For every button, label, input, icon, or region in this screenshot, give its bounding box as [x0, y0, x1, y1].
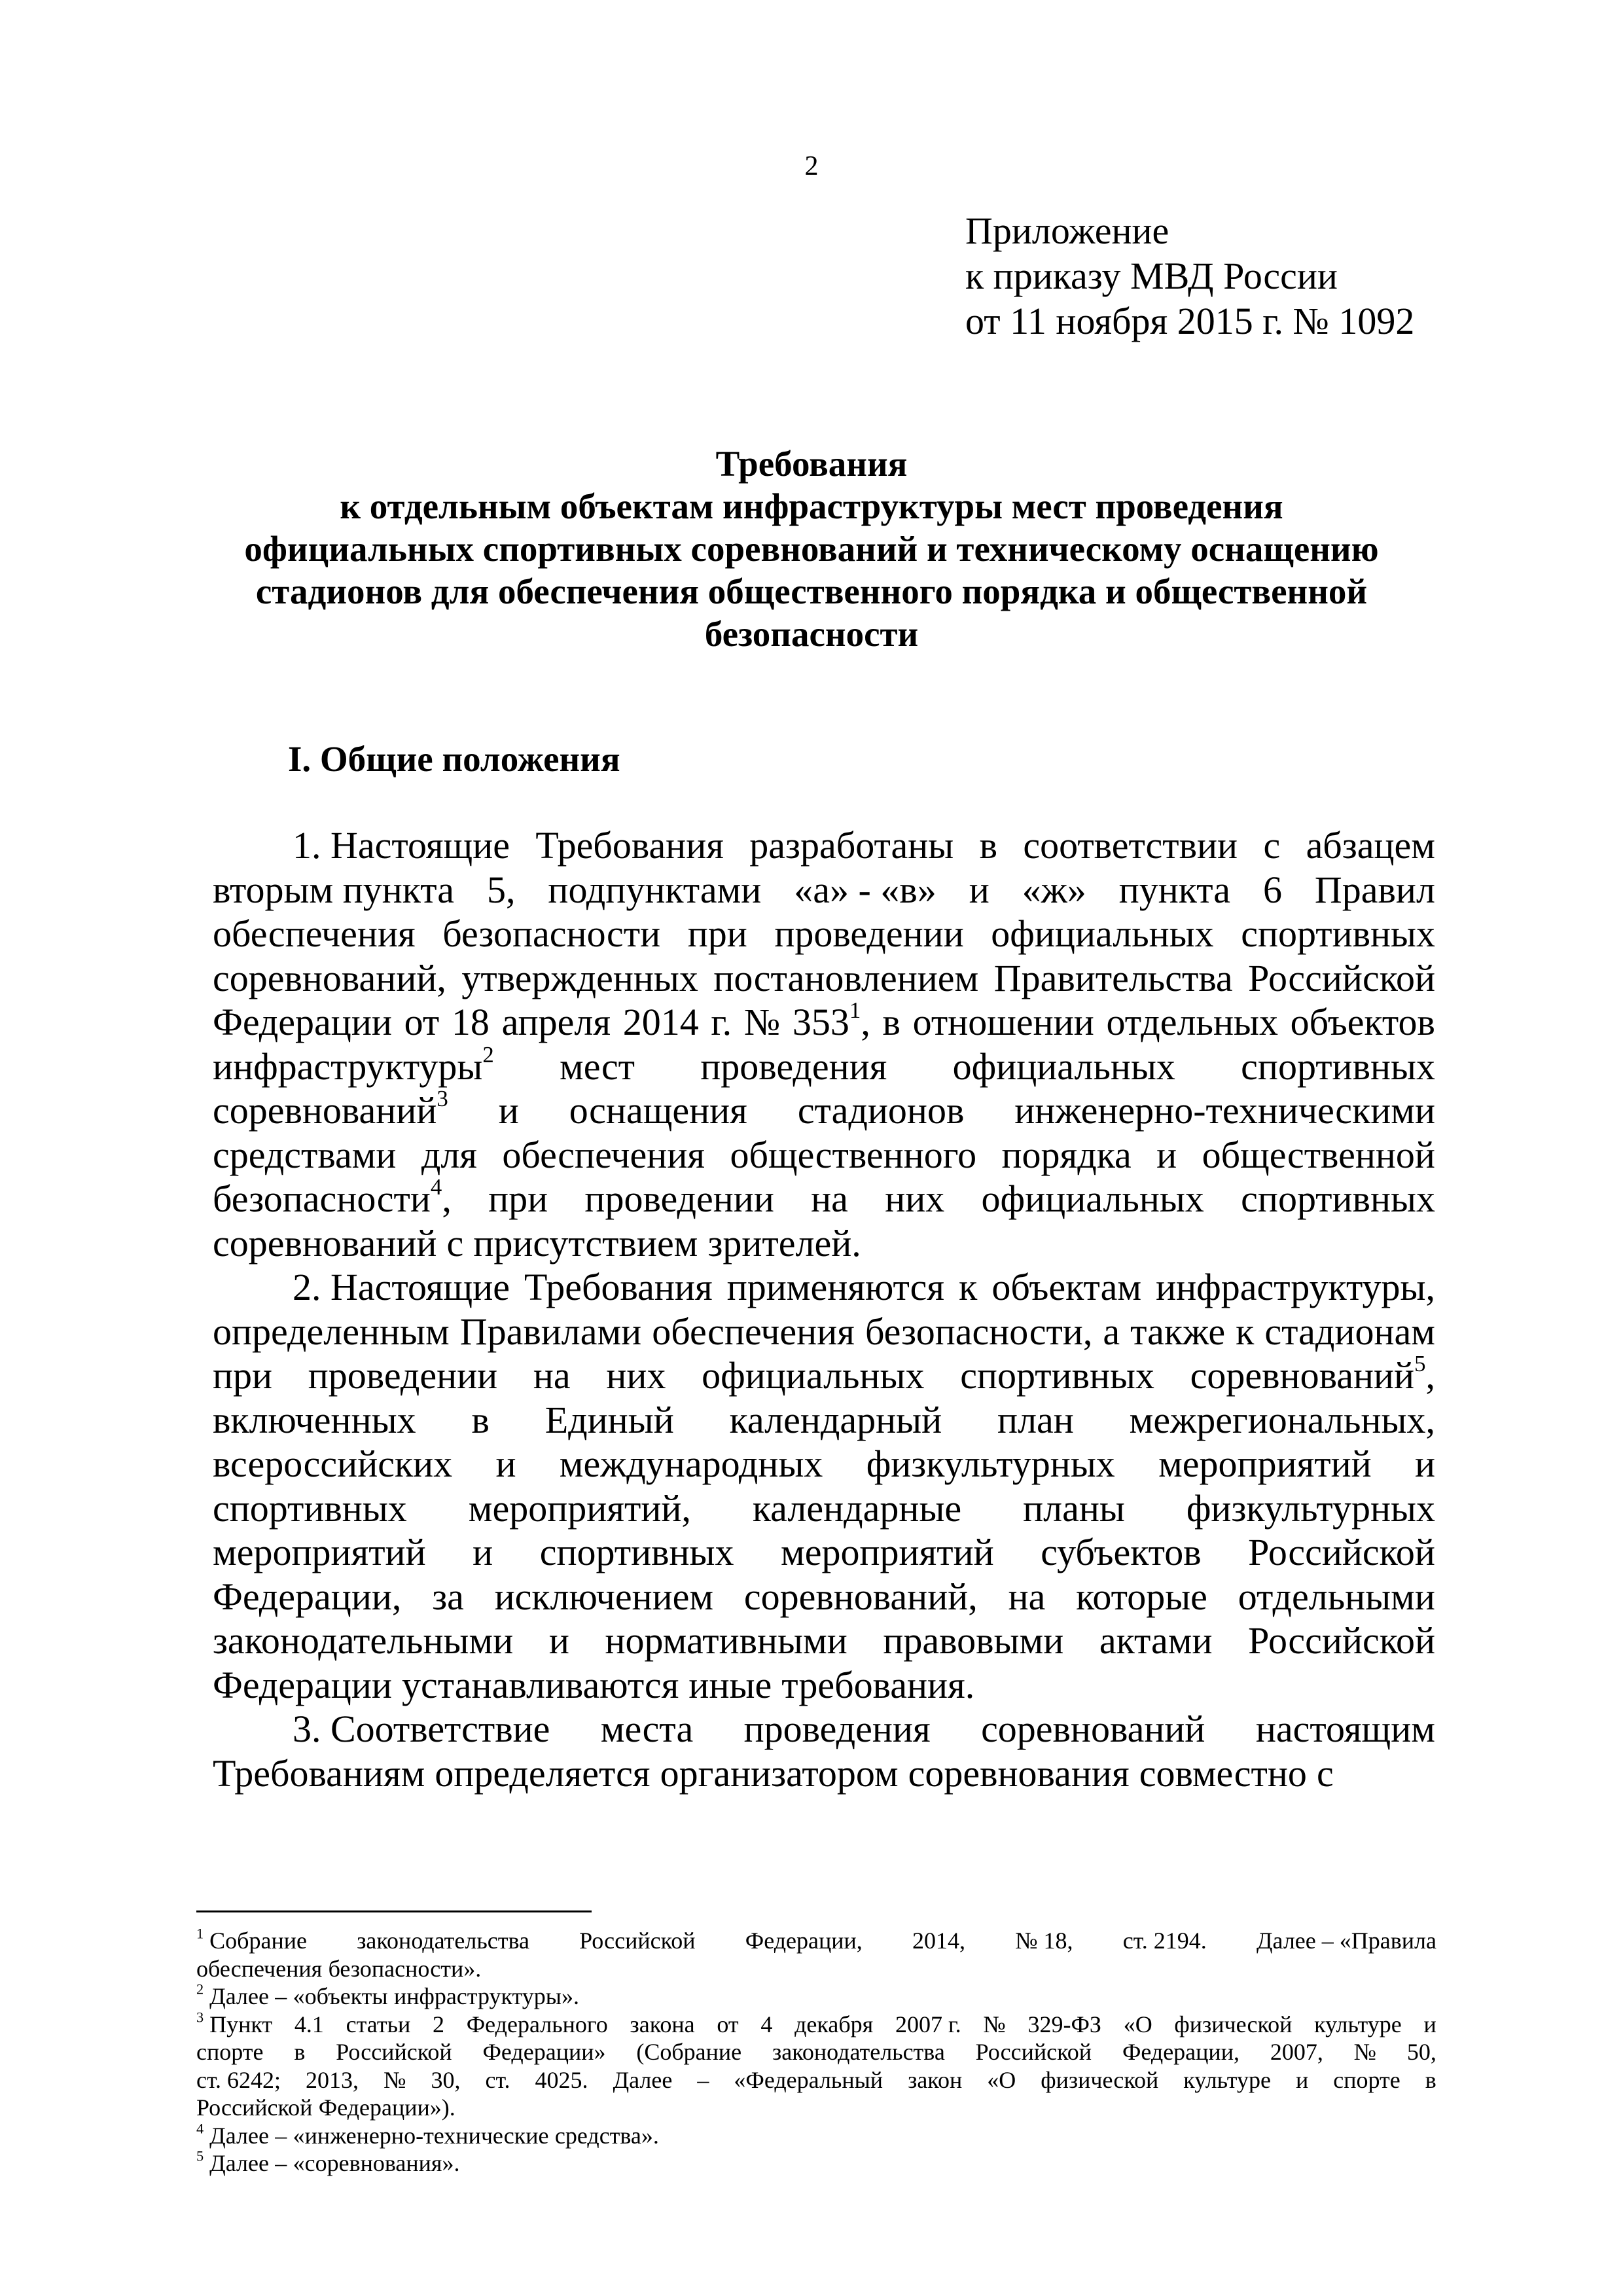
word: с: [446, 1221, 464, 1265]
word: отдельных: [1106, 1001, 1278, 1043]
word: Федерации,: [1122, 2039, 1240, 2065]
word: «соревнования».: [293, 2150, 460, 2176]
word: №: [983, 2011, 1006, 2037]
word: отношении: [912, 1001, 1094, 1043]
word: спортивных: [1241, 1177, 1435, 1220]
word: определенным: [213, 1310, 450, 1353]
word: обеспечения: [196, 1955, 323, 1982]
word: ст.: [485, 2066, 510, 2093]
approval-block: [965, 208, 1414, 344]
word: Российской: [196, 2094, 313, 2121]
paragraph-line: [213, 912, 1435, 956]
document-title: [196, 442, 1427, 655]
word: Федерации: [213, 1663, 392, 1706]
word: безопасности: [442, 912, 661, 955]
footnote-mark: 2: [482, 1041, 494, 1067]
word: Правительства: [993, 956, 1233, 999]
word: 329-ФЗ: [1027, 2011, 1101, 2037]
word: Далее: [613, 2066, 673, 2093]
word: апреля: [501, 1001, 611, 1043]
paragraph-line: [213, 1350, 1435, 1398]
paragraph-line: [213, 1442, 1435, 1486]
word: проведении: [308, 1354, 498, 1397]
footnote-mark: 4: [196, 2119, 204, 2136]
word: них: [885, 1177, 945, 1220]
word: объектов: [1290, 1001, 1435, 1043]
word: физической: [1174, 2011, 1293, 2037]
word: культуре: [1314, 2011, 1402, 2037]
word: порядка: [1001, 1133, 1132, 1176]
paragraph-line: [213, 1085, 1435, 1133]
word: спорте: [1333, 2066, 1400, 2093]
word: 2013,: [306, 2066, 359, 2093]
title-line-5: безопасности: [704, 614, 919, 654]
word: декабря: [794, 2011, 874, 2037]
word: и: [548, 1619, 569, 1662]
word: 2007,: [1270, 2039, 1323, 2065]
paragraph-line: [213, 997, 1435, 1045]
word: закон: [908, 2066, 963, 2093]
word: 50,: [1406, 2039, 1436, 2065]
word: и: [473, 1531, 493, 1573]
word: определяется: [435, 1751, 651, 1795]
word: в: [471, 1398, 490, 1441]
word: Требования: [535, 824, 724, 867]
word: проведения: [743, 1708, 931, 1750]
word: №: [383, 2066, 406, 2093]
word: 2007 г.: [895, 2011, 961, 2037]
word: Российской: [336, 2039, 452, 2065]
body-text: [213, 823, 1435, 1795]
word: при: [488, 1177, 548, 1220]
word: проведении: [774, 912, 964, 955]
footnotes: [196, 1927, 1436, 2178]
word: настоящим: [1255, 1708, 1435, 1750]
word: г.: [711, 1001, 732, 1043]
word: и: [495, 1443, 516, 1485]
word: –: [275, 2122, 287, 2149]
word: мероприятий,: [468, 1486, 691, 1530]
word: законодательства: [772, 2039, 945, 2065]
word: инфраструктуры$^2$: [213, 1041, 494, 1088]
approval-line-1: Приложение: [965, 209, 1169, 252]
word: 2014: [622, 1001, 699, 1043]
title-line-3: официальных спортивных соревнований и техническому оснащению: [244, 529, 1379, 569]
word: обеспечения: [502, 1133, 705, 1176]
approval-line-2: к приказу МВД России: [965, 255, 1338, 297]
word: от: [404, 1001, 440, 1043]
word: спортивных: [539, 1531, 734, 1573]
word: календарный: [729, 1398, 942, 1441]
word: в: [979, 824, 997, 867]
paragraph-line: [213, 1133, 1435, 1177]
word: мероприятий: [781, 1531, 994, 1573]
word: межрегиональных,: [1129, 1398, 1435, 1441]
word: №: [743, 1001, 781, 1043]
word: спортивных: [1241, 912, 1435, 955]
word: обеспечения: [213, 912, 416, 955]
word: соревнований$^3$: [213, 1085, 448, 1132]
word: безопасности$^4$,: [213, 1174, 452, 1220]
word: «объекты: [293, 1983, 388, 2009]
word: безопасности».: [328, 1955, 482, 1982]
word: закона: [630, 2011, 695, 2037]
word: 3. Соответствие: [293, 1708, 550, 1750]
word: и: [1423, 2011, 1436, 2037]
word: спортивных: [1241, 1045, 1435, 1088]
word: места: [600, 1708, 694, 1750]
word: $^2$ Далее: [196, 1981, 269, 2009]
word: 5,: [486, 868, 516, 911]
word: физкультурных: [1186, 1486, 1435, 1530]
word: ст. 6242;: [196, 2066, 281, 2093]
word: проведении: [584, 1177, 774, 1220]
word: официальных: [991, 912, 1214, 955]
approval-line-3: от 11 ноября 2015 г. № 1092: [965, 300, 1415, 342]
word: при: [213, 1354, 273, 1397]
word: соответствии: [1023, 824, 1238, 867]
word: соревнований: [213, 1221, 437, 1265]
paragraph-line: [213, 1751, 1435, 1796]
word: и: [1295, 2066, 1309, 2093]
word: при: [687, 912, 747, 955]
word: организатором: [660, 1751, 899, 1795]
word: официальных: [702, 1354, 925, 1397]
paragraph-line: [213, 1041, 1435, 1089]
word: Федерации»: [482, 2039, 606, 2065]
word: к: [959, 1266, 978, 1308]
word: Российской: [1248, 956, 1435, 999]
word: план: [997, 1398, 1074, 1441]
footnote-line: [196, 1982, 1436, 2011]
paragraph-line: [213, 1575, 1435, 1619]
word: Федерального: [466, 2011, 608, 2037]
word: средствами: [213, 1133, 397, 1176]
word: законодательства: [357, 1928, 529, 1954]
word: в: [882, 1001, 901, 1043]
word: «О: [987, 2066, 1016, 2093]
word: от: [717, 2011, 739, 2037]
word: $^1$ Собрание: [196, 1925, 307, 1954]
word: 1. Настоящие: [293, 824, 510, 867]
word: соревнований$^5$,: [1190, 1350, 1435, 1397]
word: к: [1236, 1310, 1255, 1353]
word: для: [421, 1133, 477, 1176]
word: Федерации,: [213, 1575, 402, 1618]
paragraph-line: [213, 1619, 1435, 1663]
word: проведения: [700, 1045, 887, 1088]
footnote-mark: 3: [196, 2008, 204, 2025]
word: инфраструктуры,: [1156, 1266, 1435, 1308]
word: и: [1156, 1133, 1177, 1176]
footnote-line: [196, 2119, 1436, 2150]
word: присутствием: [473, 1221, 698, 1265]
word: иные: [688, 1663, 772, 1706]
word: мероприятий: [1158, 1443, 1372, 1485]
word: «а» - «в»: [794, 868, 936, 911]
word: 4.1: [294, 2011, 324, 2037]
paragraph-line: [213, 1530, 1435, 1575]
footnote-line: [196, 1927, 1436, 1955]
word: «инженерно-технические: [293, 2122, 549, 2149]
word: законодательными: [213, 1619, 514, 1662]
word: общественного: [730, 1133, 977, 1176]
word: физкультурных: [866, 1443, 1115, 1485]
word: ст. 2194.: [1122, 1928, 1207, 1954]
word: «Федеральный: [734, 2066, 883, 2093]
word: правовыми: [883, 1619, 1064, 1662]
word: средства».: [554, 2122, 659, 2149]
word: на: [1008, 1575, 1046, 1618]
footnote-line: [196, 2066, 1436, 2094]
word: Российской: [1248, 1531, 1435, 1573]
word: которые: [1076, 1575, 1207, 1618]
word: зрителей.: [707, 1221, 861, 1265]
word: подпунктами: [548, 868, 762, 911]
word: $^5$ Далее: [196, 2147, 269, 2176]
word: Российской: [579, 1928, 696, 1954]
word: Требования: [524, 1266, 713, 1308]
word: официальных: [952, 1045, 1175, 1088]
word: с: [1316, 1751, 1334, 1795]
word: устанавливаются: [402, 1663, 679, 1706]
word: исключением: [494, 1575, 714, 1618]
word: физической: [1041, 2066, 1159, 2093]
word: мест: [560, 1045, 635, 1088]
word: включенных: [213, 1398, 416, 1441]
word: Требованиям: [213, 1751, 425, 1795]
word: спортивных: [213, 1486, 407, 1530]
word: «О: [1123, 2011, 1152, 2037]
footnote-mark: 5: [1414, 1350, 1426, 1376]
paragraph-line: [213, 1174, 1435, 1221]
word: Правил: [1314, 868, 1435, 911]
footnote-mark: 3: [437, 1085, 448, 1111]
word: официальных: [981, 1177, 1204, 1220]
word: 2014,: [912, 1928, 965, 1954]
paragraph-line: [213, 1707, 1435, 1751]
word: утвержденных: [461, 956, 698, 999]
word: применяются: [726, 1266, 944, 1308]
word: и: [1414, 1443, 1435, 1485]
paragraph-line: [213, 1265, 1435, 1310]
word: Российской: [975, 2039, 1092, 2065]
word: –: [275, 1983, 287, 2009]
word: 18: [451, 1001, 490, 1043]
footnote-mark: 5: [196, 2147, 204, 2164]
word: $^3$ Пункт: [196, 2008, 273, 2037]
word: мероприятий: [213, 1531, 426, 1573]
footnote-line: [196, 2094, 1436, 2122]
word: на: [533, 1354, 571, 1397]
word: спортивных: [960, 1354, 1154, 1397]
word: актами: [1099, 1619, 1213, 1662]
word: стадионов: [797, 1089, 965, 1132]
word: 6: [1262, 868, 1282, 911]
word: в: [294, 2039, 306, 2065]
word: объектам: [991, 1266, 1142, 1308]
word: а: [1103, 1310, 1120, 1353]
paragraph-line: [213, 1221, 1435, 1266]
footnote-line: [196, 2149, 1436, 2178]
word: вторым пункта: [213, 868, 454, 911]
word: (Собрание: [636, 2039, 742, 2065]
word: нормативными: [605, 1619, 847, 1662]
word: $353^1$,: [792, 997, 870, 1043]
word: соревнований: [981, 1708, 1205, 1750]
paragraph-line: [213, 956, 1435, 1001]
word: соревнований,: [213, 956, 446, 999]
word: Федерации,: [745, 1928, 863, 1954]
word: $^4$ Далее: [196, 2119, 269, 2149]
word: оснащения: [569, 1089, 747, 1132]
word: статьи: [346, 2011, 411, 2037]
word: общественной: [1202, 1133, 1435, 1176]
word: требования.: [781, 1663, 975, 1706]
word: 2: [433, 2011, 444, 2037]
paragraph-line: [213, 1398, 1435, 1443]
word: за: [432, 1575, 464, 1618]
footnote-line: [196, 2008, 1436, 2039]
word: отдельными: [1238, 1575, 1435, 1618]
word: с: [1263, 824, 1281, 867]
word: планы: [1023, 1486, 1125, 1530]
section-heading: I. Общие положения: [288, 739, 620, 779]
word: Единый: [544, 1398, 674, 1441]
word: Российской: [1248, 1619, 1435, 1662]
word: обеспечения: [652, 1310, 855, 1353]
footnote-mark: 1: [849, 997, 861, 1023]
word: календарные: [752, 1486, 962, 1530]
paragraph-line: [213, 1310, 1435, 1354]
word: на: [811, 1177, 848, 1220]
word: инфраструктуры».: [393, 1983, 579, 2009]
paragraph-line: [213, 1663, 1435, 1708]
word: субъектов: [1041, 1531, 1202, 1573]
title-line-1: Требования: [715, 444, 908, 484]
word: Федерации: [213, 1001, 392, 1043]
footnote-mark: 4: [430, 1174, 442, 1200]
word: Федерации»).: [318, 2094, 455, 2121]
paragraph-line: [213, 1486, 1435, 1531]
word: –: [275, 2150, 287, 2176]
word: и: [498, 1089, 519, 1132]
word: № 18,: [1015, 1928, 1073, 1954]
paragraph-line: [213, 868, 1435, 912]
word: также: [1130, 1310, 1226, 1353]
paragraph-line: [213, 823, 1435, 868]
word: совместно: [1139, 1751, 1307, 1795]
word: Далее – «Правила: [1256, 1928, 1436, 1954]
word: постановлением: [713, 956, 979, 999]
word: и: [969, 868, 990, 911]
word: культуре: [1183, 2066, 1271, 2093]
word: 2. Настоящие: [293, 1266, 510, 1308]
word: безопасности,: [865, 1310, 1093, 1353]
word: в: [1425, 2066, 1436, 2093]
word: них: [606, 1354, 666, 1397]
word: стадионам: [1264, 1310, 1435, 1353]
word: международных: [559, 1443, 823, 1485]
word: абзацем: [1306, 824, 1435, 867]
footnote-line: [196, 2038, 1436, 2066]
footnote-mark: 1: [196, 1925, 204, 1942]
title-line-2: к отдельным объектам инфраструктуры мест проведения: [340, 486, 1283, 526]
word: спорте: [196, 2039, 264, 2065]
footnote-line: [196, 1955, 1436, 1983]
word: «ж»: [1022, 868, 1086, 911]
word: 30,: [431, 2066, 461, 2093]
word: всероссийских: [213, 1443, 453, 1485]
page-number: 2: [804, 151, 819, 181]
footnote-separator: [196, 1910, 592, 1912]
word: пункта: [1118, 868, 1231, 911]
word: 4025.: [535, 2066, 588, 2093]
footnote-mark: 2: [196, 1981, 204, 1998]
word: соревнования: [908, 1751, 1130, 1795]
word: №: [1353, 2039, 1377, 2065]
word: 4: [760, 2011, 773, 2037]
word: Правилами: [459, 1310, 642, 1353]
word: соревнований,: [743, 1575, 978, 1618]
title-line-4: стадионов для обеспечения общественного порядка и общественной: [255, 571, 1368, 611]
word: разработаны: [749, 824, 954, 867]
word: инженерно-техническими: [1014, 1089, 1435, 1132]
word: –: [697, 2066, 709, 2093]
